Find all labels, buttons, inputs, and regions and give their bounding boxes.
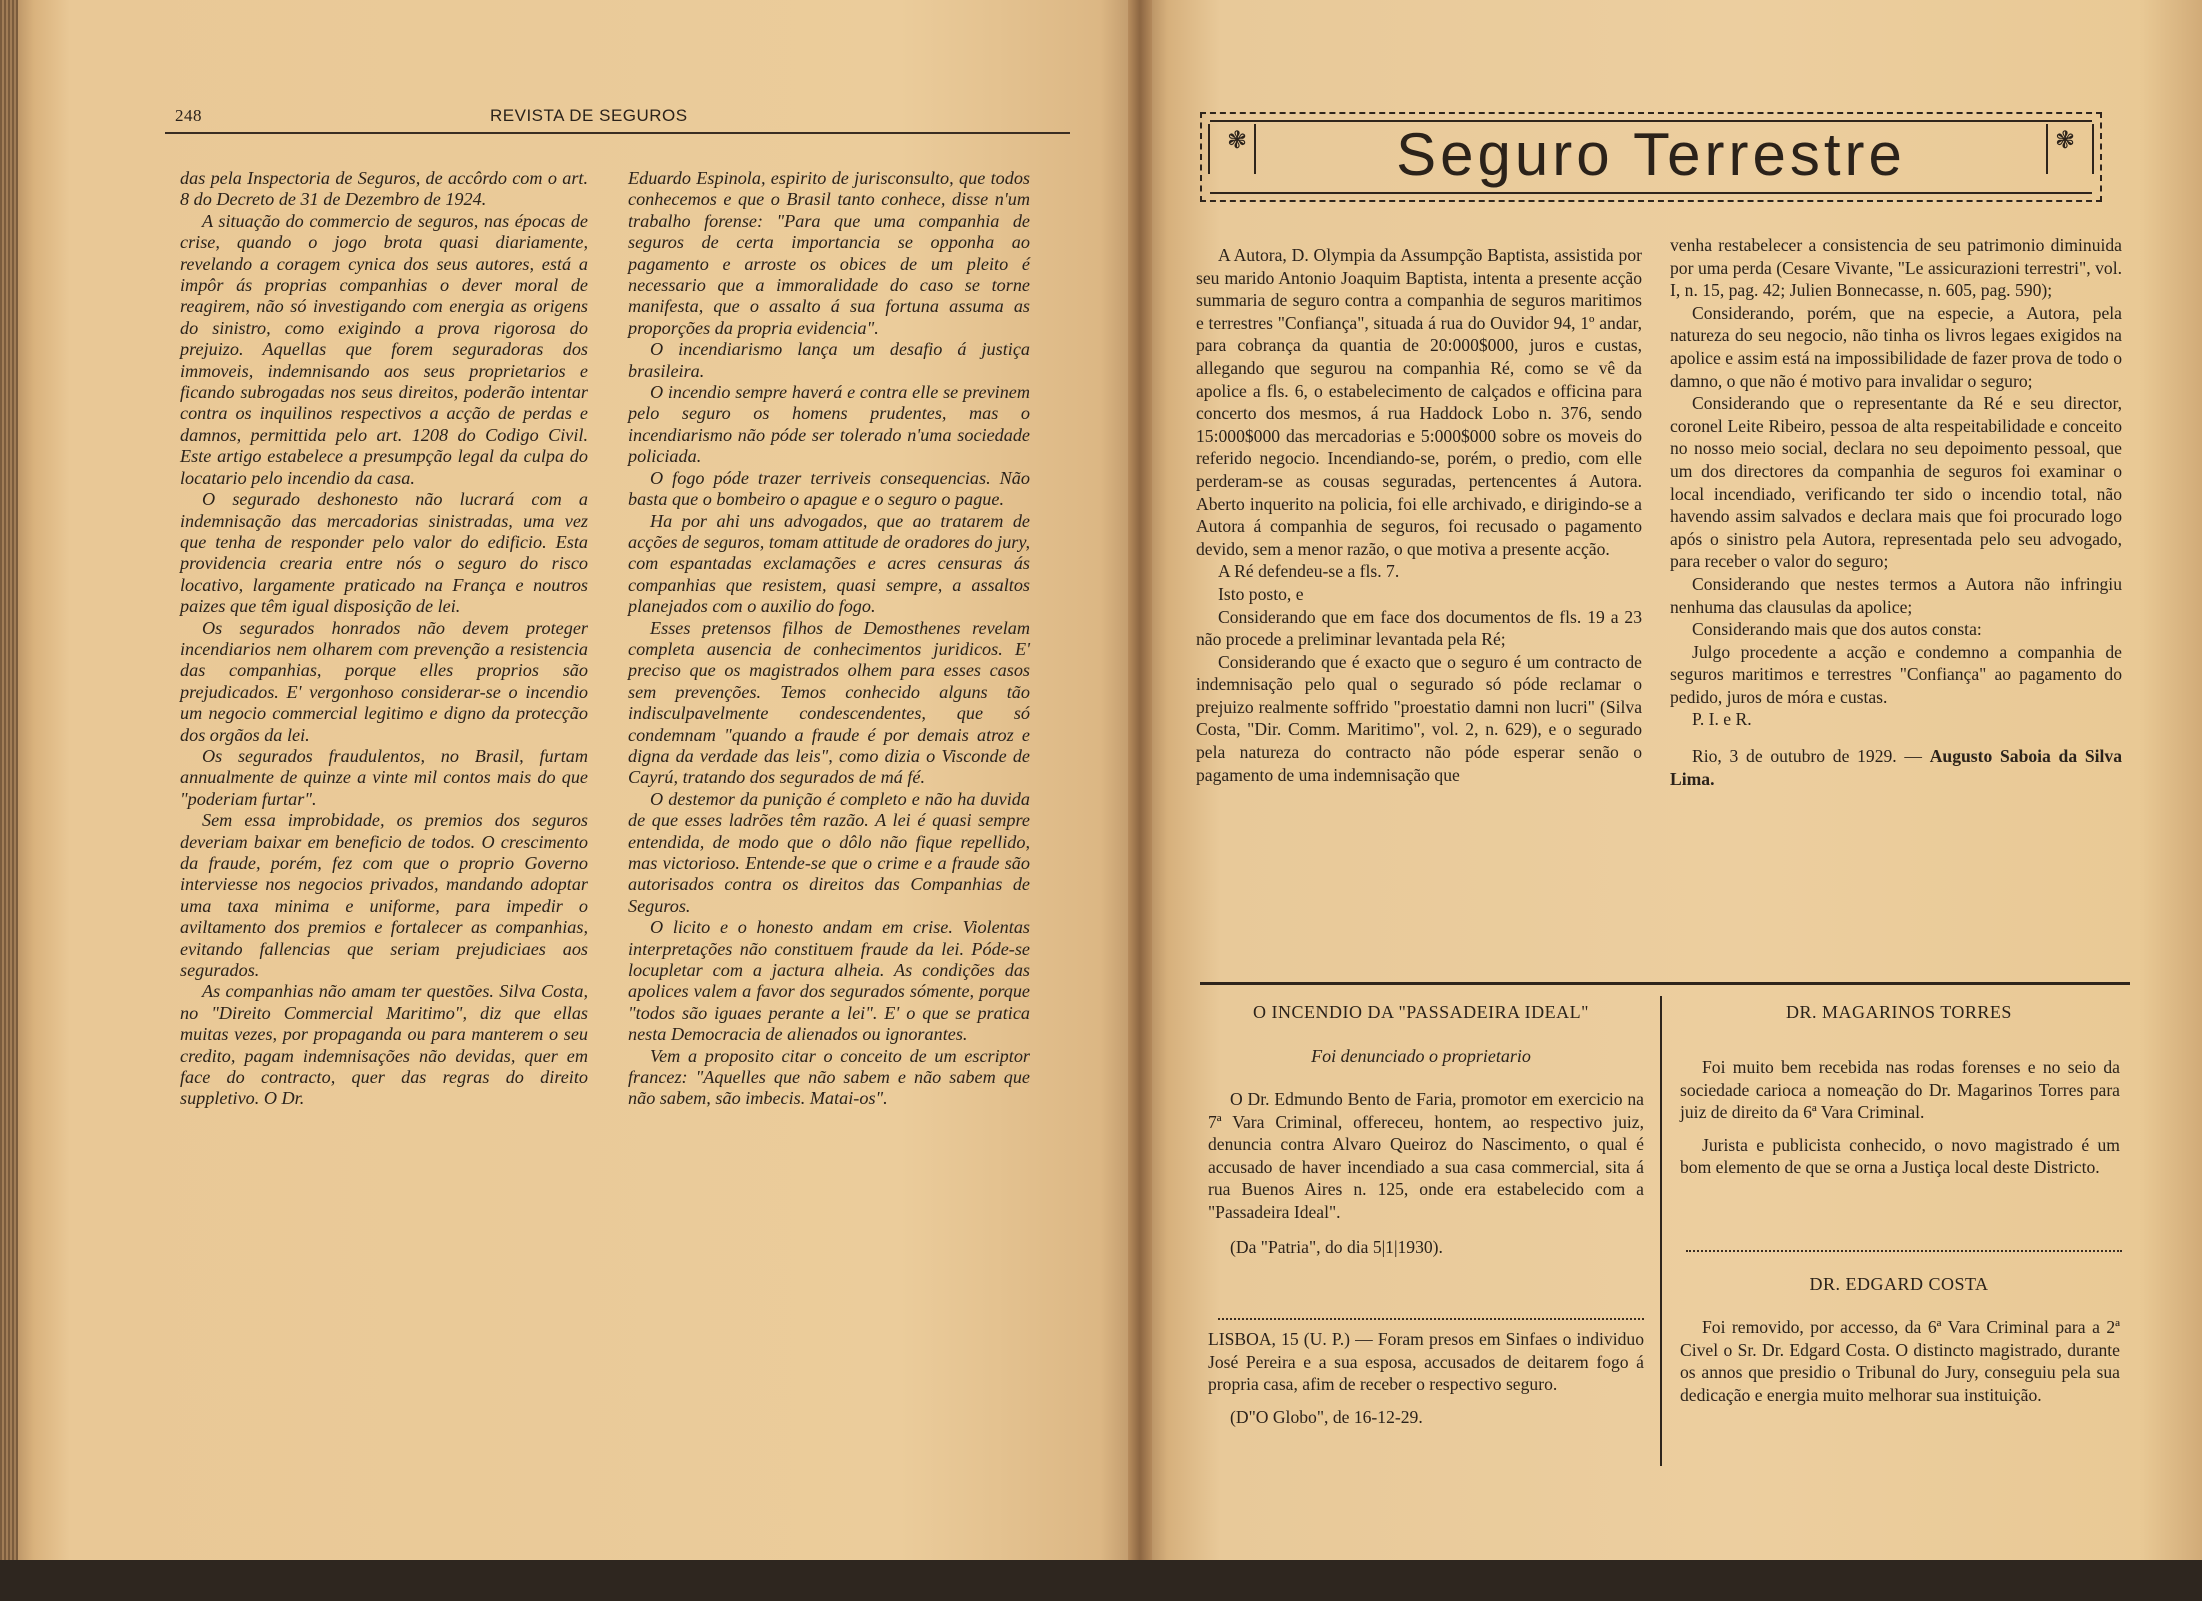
running-title: REVISTA DE SEGUROS [490, 106, 688, 125]
paragraph: A Ré defendeu-se a fls. 7. [1218, 561, 1400, 582]
right-column-1 [1196, 244, 1642, 786]
paragraph: As companhias não amam ter questões. Silva Costa, no "Direito Commercial Maritimo", diz que ellas muitas vezes, por propaganda ou para manterem o seu credito, pagam indemnisações não devidas, quer em face do contracto, quer das regras do direito suppletivo. O Dr. [180, 981, 588, 1109]
flower-ornament-icon: ❃ [2054, 126, 2076, 154]
table-surface [0, 1560, 2202, 1601]
paragraph: Os segurados fraudulentos, no Brasil, furtam annualmente de quinze a vinte mil contos mais do que "poderiam furtar". [180, 745, 588, 809]
paragraph: Considerando que o representante da Ré e seu director, coronel Leite Ribeiro, pessoa de alta respeitabilidade e conceito no nosso meio social, declara no seu depoimento pessoal, que um dos directores da companhia de seguros foi examinar o local incendiado, verificando ter sido o incendio total, não havendo assim salvados e declara mais que foi procurado logo após o sinistro pela Autora, representada pelo seu advogado, para receber o valor do seguro; [1670, 393, 2122, 572]
left-column-1 [180, 168, 588, 1110]
signature-judge: Augusto Saboia da Silva Lima. [1670, 746, 2123, 789]
paragraph: Vem a proposito citar o conceito de um escriptor francez: "Aquelles que não sabem e não sabem que não sabem, são imbecis. Matai-os". [628, 1045, 1030, 1109]
paragraph: Isto posto, e [1218, 583, 1304, 604]
paragraph: P. I. e R. [1692, 709, 1752, 730]
article-incendio-body [1208, 1088, 1644, 1258]
paragraph: Jurista e publicista conhecido, o novo magistrado é um bom elemento de que se orna a Justiça local deste Districto. [1680, 1134, 2120, 1178]
article-magarinos-body [1680, 1056, 2120, 1179]
flower-ornament-icon: ❃ [1226, 126, 1248, 154]
paragraph: O segurado deshonesto não lucrará com a indemnisação das mercadorias sinistradas, uma vez que tenha de responder pelo valor do edificio. Esta providencia crearia entre nós o seguro do risco locativo, largamente praticado na França e noutros paizes que têm igual disposição de lei. [180, 489, 588, 617]
paragraph: Considerando que em face dos documentos de fls. 19 a 23 não procede a preliminar levantada pela Ré; [1196, 606, 1642, 650]
paragraph: Considerando, porém, que na especie, a Autora, pela natureza do seu negocio, não tinha os livros legaes exigidos na apolice e assim está na impossibilidade de fazer prova de todo o damno, o que não é motivo para invalidar o seguro; [1670, 302, 2122, 391]
paragraph: Eduardo Espinola, espirito de jurisconsulto, que todos conhecemos e que o Brasil tanto conhece, disse n'um trabalho forense: "Para que uma companhia de seguros de certa importancia se opponha ao pagamento e arroste os obices de um pleito é necessario que a immoralidade do caso se torne manifesta, que o assalto á sua fortuna assuma as proporções da propria evidencia". [628, 168, 1030, 338]
paragraph: Ha por ahi uns advogados, que ao tratarem de acções de seguros, tomam attitude de oradores do jury, com espantadas exclamações e acres censuras ás companhias que resistem, quasi sempre, a assaltos planejados com o auxilio do fogo. [628, 510, 1030, 617]
paragraph: O fogo póde trazer terriveis consequencias. Não basta que o bombeiro o apague e o seguro o pague. [628, 467, 1030, 510]
paragraph: Considerando que nestes termos a Autora não infringiu nenhuma das clausulas da apolice; [1670, 573, 2122, 617]
paragraph: O destemor da punição é completo e não ha duvida de que esses ladrões têm razão. A lei é quasi sempre entendida, de modo que o dôlo não fique repellido, mas victorioso. Entende-se que o crime e a fraude são autorisados contra os direitos das Companhias de Seguros. [628, 788, 1030, 916]
paragraph: O Dr. Edmundo Bento de Faria, promotor em exercicio na 7ª Vara Criminal, offereceu, hontem, ao respectivo juiz, denuncia contra Alvaro Queiroz do Nascimento, o qual é accusado de haver incendiado a sua casa commercial, sita á rua Buenos Aires n. 125, onde era estabelecido com a "Passadeira Ideal". [1208, 1089, 1644, 1222]
paragraph: O incendiarismo lança um desafio á justiça brasileira. [628, 339, 1030, 381]
right-column-2 [1670, 234, 2122, 790]
section-banner [1200, 112, 2102, 202]
paragraph: O incendio sempre haverá e contra elle se previnem pelo seguro os homens prudentes, mas o incendiarismo não póde ser tolerado n'uma sociedade policiada. [628, 382, 1030, 467]
paragraph: Esses pretensos filhos de Demosthenes revelam completa ausencia de conhecimentos juridicos. E' preciso que os magistrados olhem para esses casos sem prevenções. Temos conhecido alguns tão indisculpavelmente condescendentes, que só condemnam "quando a fraude é por demais atroz e digna da verdade das leis", como dizia o Visconde de Cayrú, tratando dos segurados de má fé. [628, 617, 1030, 788]
article-heading: O INCENDIO DA "PASSADEIRA IDEAL" [1252, 1002, 1590, 1022]
dotted-separator [1218, 1318, 1644, 1320]
article-lisboa-body [1208, 1328, 1644, 1428]
left-column-2 [628, 168, 1030, 1110]
paragraph: das pela Inspectoria de Seguros, de accôrdo com o art. 8 do Decreto de 31 de Dezembro de 1924. [180, 168, 588, 210]
paragraph: Sem essa improbidade, os premios dos seguros deveriam baixar em beneficio de todos. O crescimento da fraude, porém, fez com que o proprio Governo interviesse nos negocios privados, mandando adoptar uma taxa minima e uniforme, para impedir o aviltamento dos premios e fortalecer as companhias, evitando fallencias que seriam prejudiciaes aos segurados. [180, 810, 588, 981]
signature [1670, 745, 2122, 790]
signature-place-date: Rio, 3 de outubro de 1929. — [1692, 746, 1922, 767]
paragraph: venha restabelecer a consistencia de seu patrimonio diminuida por uma perda (Cesare Vivante, "Le assicurazioni terrestri", vol. I, n. 15, pag. 42; Julien Bonnecasse, n. 605, pag. 590); [1670, 235, 2122, 301]
column-rule [1660, 996, 1662, 1466]
paragraph: O licito e o honesto andam em crise. Violentas interpretações não constituem fraude da lei. Póde-se locupletar com a jactura alheia. As condições das apolices valem a favor dos segurados sómente, porque "todos são iguaes perante a lei". E' o que se pratica nesta Democracia de alienados ou ignorantes. [628, 917, 1030, 1045]
article-source: (D"O Globo", de 16-12-29. [1230, 1406, 1423, 1427]
article-heading: DR. EDGARD COSTA [1809, 1274, 1989, 1294]
paragraph: Julgo procedente a acção e condemno a companhia de seguros maritimos e terrestres "Confiança" ao pagamento do pedido, juros de móra e custas. [1670, 641, 2122, 707]
article-source: (Da "Patria", do dia 5|1|1930). [1230, 1236, 1443, 1257]
book-gutter [1128, 0, 1152, 1601]
article-heading: DR. MAGARINOS TORRES [1786, 1002, 2012, 1022]
paragraph: A situação do commercio de seguros, nas épocas de crise, quando o jogo brota quasi diariamente, revelando a coragem cynica dos seus autores, está a impôr ás proprias companhias o dever moral de reagirem, não só investigando com energia as origens do sinistro, como exigindo a prova rigorosa do prejuizo. Aquellas que forem seguradoras dos immoveis, indemnisando aos seus proprietarios e ficando subrogadas nos seus direitos, poderão intentar contra os inquilinos respectivos a acção de perdas e damnos, permittida pelo art. 1208 do Codigo Civil. Este artigo estabelece a presumpção legal da culpa do locatario pelo incendio da casa. [180, 210, 588, 488]
section-title: Seguro Terrestre [1396, 121, 1906, 188]
paragraph: LISBOA, 15 (U. P.) — Foram presos em Sinfaes o individuo José Pereira e a sua esposa, accusados de deitarem fogo á propria casa, afim de receber o respectivo seguro. [1208, 1329, 1644, 1395]
page-number: 248 [175, 106, 202, 125]
header-rule [165, 132, 1070, 134]
paragraph: Considerando mais que dos autos consta: [1692, 619, 1982, 640]
article-subheading: Foi denunciado o proprietario [1311, 1046, 1531, 1066]
section-divider [1200, 982, 2130, 985]
paragraph: Foi removido, por accesso, da 6ª Vara Criminal para a 2ª Civel o Sr. Dr. Edgard Costa. O distincto magistrado, durante os annos que presidio o Tribunal do Jury, conseguiu pela sua dedicação e energia muito melhorar sua instituição. [1680, 1317, 2120, 1405]
paragraph: Considerando que é exacto que o seguro é um contracto de indemnisação pelo qual o segurado só póde reclamar o prejuizo realmente soffrido "proestatio damni non lucri" (Silva Costa, "Dir. Comm. Maritimo", vol. 2, n. 629), e o segurado pela natureza do contracto não póde esperar senão o pagamento de uma indemnisação que [1196, 651, 1642, 785]
paragraph: Foi muito bem recebida nas rodas forenses e no seio da sociedade carioca a nomeação do Dr. Magarinos Torres para juiz de direito da 6ª Vara Criminal. [1680, 1057, 2120, 1123]
article-edgard-body [1680, 1316, 2120, 1406]
dotted-separator [1686, 1250, 2122, 1252]
paragraph: Os segurados honrados não devem proteger incendiarios nem olharem com prevenção a resistencia das companhias, porque elles proprios são prejudicados. E' vergonhoso considerar-se o incendio um negocio commercial legitimo e digno da protecção dos orgãos da lei. [180, 617, 588, 745]
book-edge [0, 0, 18, 1601]
paragraph: A Autora, D. Olympia da Assumpção Baptista, assistida por seu marido Antonio Joaquim Baptista, intenta a presente acção summaria de seguro contra a companhia de seguros maritimos e terrestres "Confiança", situada á rua do Ouvidor 94, 1º andar, para cobrança da quantia de 20:000$000, juros e custas, allegando que segurou na companhia Ré, como se vê da apolice a fls. 6, o estabelecimento de calçados e officina para concerto dos mesmos, á rua Haddock Lobo n. 376, sendo 15:000$000 das mercadorias e 5:000$000 sobre os moveis do referido negocio. Incendiando-se, porém, o predio, com elle perderam-se as cousas seguradas, pertencentes á Autora. Aberto inquerito na policia, foi elle archivado, e dirigindo-se a Autora á companhia de seguros, foi recusado o pagamento devido, sem a menor razão, o que motiva a presente acção. [1196, 245, 1642, 559]
